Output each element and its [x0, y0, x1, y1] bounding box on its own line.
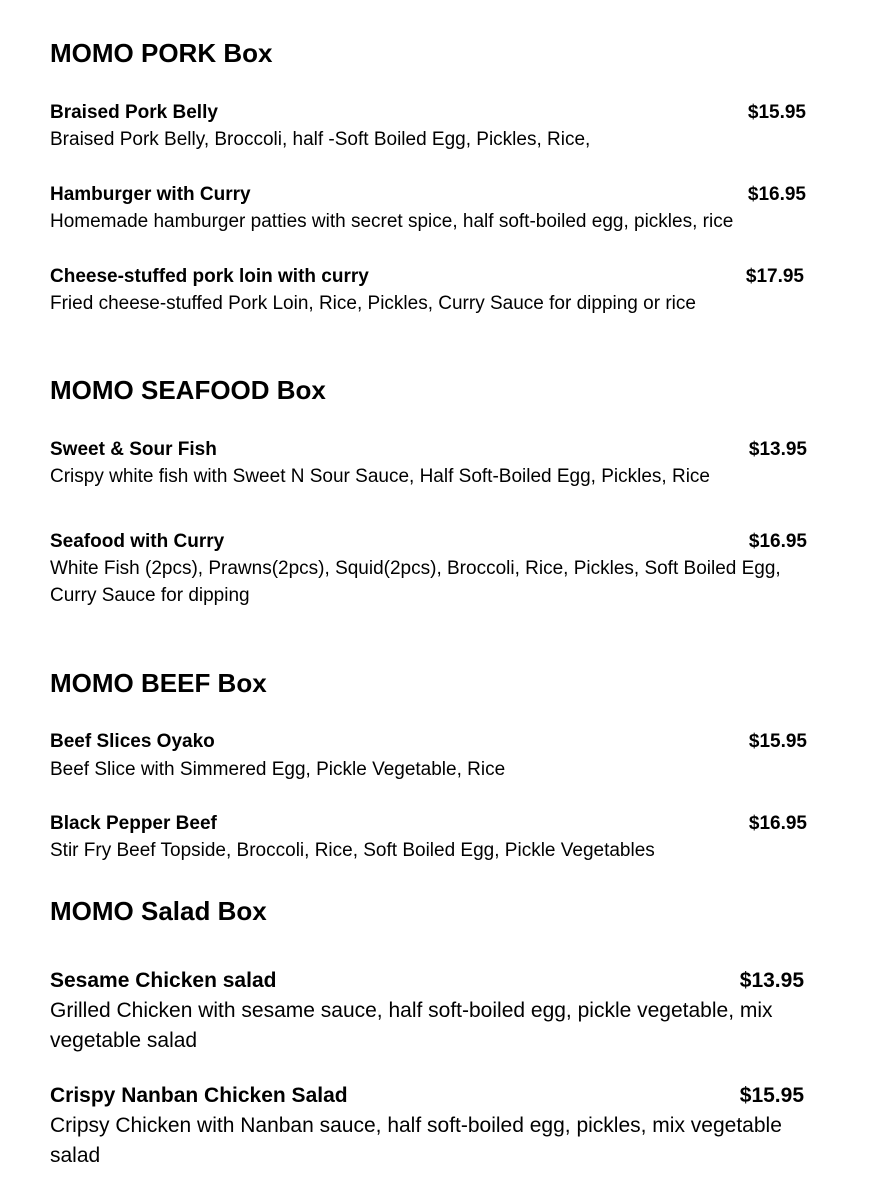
menu-item-name: Sweet & Sour Fish [50, 439, 217, 460]
menu-item-description: Beef Slice with Simmered Egg, Pickle Vegetable, Rice [50, 759, 506, 780]
menu-item-price: $16.95 [748, 531, 807, 552]
menu-item-price: $15.95 [739, 1084, 804, 1107]
menu-item-name: Sesame Chicken salad [50, 969, 277, 992]
menu-item-price: $15.95 [747, 102, 806, 123]
menu-item-name: Seafood with Curry [50, 531, 225, 552]
menu-item-name: Crispy Nanban Chicken Salad [50, 1084, 348, 1107]
menu-item-description: Homemade hamburger patties with secret spice, half soft-boiled egg, pickles, rice [50, 211, 734, 232]
menu-item-description-cont: Curry Sauce for dipping [50, 585, 250, 606]
menu-item-description: Grilled Chicken with sesame sauce, half soft-boiled egg, pickle vegetable, mix [50, 999, 773, 1022]
menu-item-name: Cheese-stuffed pork loin with curry [50, 266, 369, 287]
menu-item-price: $15.95 [748, 731, 807, 752]
menu-item-name: Beef Slices Oyako [50, 731, 215, 752]
menu-item-description: Crispy white fish with Sweet N Sour Sauce, Half Soft-Boiled Egg, Pickles, Rice [50, 466, 710, 487]
menu-item-description-cont: salad [50, 1144, 101, 1167]
menu-item-name: Black Pepper Beef [50, 813, 217, 834]
menu-item-description: Cripsy Chicken with Nanban sauce, half soft-boiled egg, pickles, mix vegetable [50, 1114, 782, 1137]
menu-item-description: Stir Fry Beef Topside, Broccoli, Rice, Soft Boiled Egg, Pickle Vegetables [50, 840, 655, 861]
menu-item-price: $16.95 [748, 813, 807, 834]
section-title-salad: MOMO Salad Box [50, 896, 267, 926]
menu-item-price: $17.95 [745, 266, 804, 287]
section-title-beef: MOMO BEEF Box [50, 668, 267, 698]
section-title-seafood: MOMO SEAFOOD Box [50, 375, 326, 405]
menu-item-name: Braised Pork Belly [50, 102, 218, 123]
menu-item-description: White Fish (2pcs), Prawns(2pcs), Squid(2pcs), Broccoli, Rice, Pickles, Soft Boiled Egg, [50, 558, 781, 579]
menu-item-description-cont: vegetable salad [50, 1029, 198, 1052]
menu-item-price: $16.95 [747, 184, 806, 205]
menu-item-price: $13.95 [739, 969, 804, 992]
section-title-pork: MOMO PORK Box [50, 38, 273, 68]
menu-item-description: Fried cheese-stuffed Pork Loin, Rice, Pickles, Curry Sauce for dipping or rice [50, 293, 696, 314]
menu-item-description: Braised Pork Belly, Broccoli, half -Soft Boiled Egg, Pickles, Rice, [50, 129, 591, 150]
menu-item-name: Hamburger with Curry [50, 184, 251, 205]
menu-item-price: $13.95 [748, 439, 807, 460]
